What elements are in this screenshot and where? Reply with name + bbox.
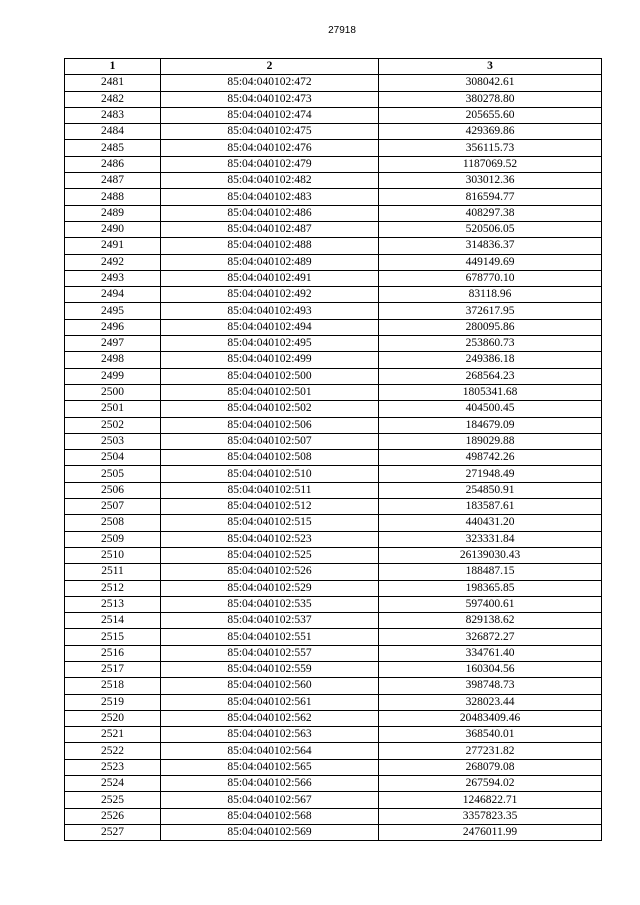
row-number-cell: 2507 — [65, 499, 161, 515]
table-row — [65, 466, 602, 482]
row-number-cell: 2506 — [65, 482, 161, 498]
value-cell: 314836.37 — [379, 238, 602, 254]
value-cell: 267594.02 — [379, 776, 602, 792]
row-number-cell: 2516 — [65, 645, 161, 661]
row-number-cell: 2491 — [65, 238, 161, 254]
value-cell: 829138.62 — [379, 613, 602, 629]
value-cell: 188487.15 — [379, 564, 602, 580]
cadastral-number-cell: 85:04:040102:506 — [161, 417, 379, 433]
cadastral-number-cell: 85:04:040102:492 — [161, 287, 379, 303]
row-number-cell: 2524 — [65, 776, 161, 792]
value-cell: 205655.60 — [379, 107, 602, 123]
table-row — [65, 824, 602, 840]
value-cell: 408297.38 — [379, 205, 602, 221]
value-cell: 326872.27 — [379, 629, 602, 645]
table-row — [65, 107, 602, 123]
cadastral-number-cell: 85:04:040102:483 — [161, 189, 379, 205]
cadastral-number-cell: 85:04:040102:568 — [161, 808, 379, 824]
column-header: 1 — [65, 59, 161, 75]
value-cell: 249386.18 — [379, 352, 602, 368]
table-row — [65, 140, 602, 156]
cadastral-number-cell: 85:04:040102:511 — [161, 482, 379, 498]
row-number-cell: 2490 — [65, 221, 161, 237]
table-row — [65, 254, 602, 270]
table-row — [65, 743, 602, 759]
row-number-cell: 2522 — [65, 743, 161, 759]
table-row — [65, 189, 602, 205]
table-row — [65, 499, 602, 515]
cadastral-number-cell: 85:04:040102:566 — [161, 776, 379, 792]
row-number-cell: 2481 — [65, 75, 161, 91]
table-row — [65, 238, 602, 254]
value-cell: 449149.69 — [379, 254, 602, 270]
table-row — [65, 482, 602, 498]
table-row — [65, 547, 602, 563]
row-number-cell: 2525 — [65, 792, 161, 808]
table-row — [65, 368, 602, 384]
page-number: 27918 — [328, 25, 356, 36]
table-body — [65, 75, 602, 841]
row-number-cell: 2526 — [65, 808, 161, 824]
row-number-cell: 2489 — [65, 205, 161, 221]
value-cell: 498742.26 — [379, 450, 602, 466]
table-row — [65, 303, 602, 319]
table-row — [65, 91, 602, 107]
table-row — [65, 710, 602, 726]
cadastral-number-cell: 85:04:040102:569 — [161, 824, 379, 840]
table-row — [65, 808, 602, 824]
row-number-cell: 2487 — [65, 173, 161, 189]
row-number-cell: 2503 — [65, 433, 161, 449]
row-number-cell: 2483 — [65, 107, 161, 123]
table-row — [65, 384, 602, 400]
cadastral-number-cell: 85:04:040102:486 — [161, 205, 379, 221]
table-row — [65, 221, 602, 237]
value-cell: 308042.61 — [379, 75, 602, 91]
table-row — [65, 433, 602, 449]
row-number-cell: 2502 — [65, 417, 161, 433]
value-cell: 372617.95 — [379, 303, 602, 319]
cadastral-number-cell: 85:04:040102:476 — [161, 140, 379, 156]
value-cell: 83118.96 — [379, 287, 602, 303]
value-cell: 404500.45 — [379, 401, 602, 417]
value-cell: 254850.91 — [379, 482, 602, 498]
value-cell: 268079.08 — [379, 759, 602, 775]
cadastral-number-cell: 85:04:040102:565 — [161, 759, 379, 775]
cadastral-number-cell: 85:04:040102:515 — [161, 515, 379, 531]
table-row — [65, 792, 602, 808]
table-row — [65, 531, 602, 547]
cadastral-number-cell: 85:04:040102:551 — [161, 629, 379, 645]
cadastral-number-cell: 85:04:040102:499 — [161, 352, 379, 368]
value-cell: 268564.23 — [379, 368, 602, 384]
cadastral-number-cell: 85:04:040102:475 — [161, 124, 379, 140]
data-table — [64, 58, 602, 841]
cadastral-number-cell: 85:04:040102:494 — [161, 319, 379, 335]
row-number-cell: 2488 — [65, 189, 161, 205]
table-row — [65, 776, 602, 792]
row-number-cell: 2496 — [65, 319, 161, 335]
cadastral-number-cell: 85:04:040102:564 — [161, 743, 379, 759]
table-row — [65, 287, 602, 303]
table-row — [65, 173, 602, 189]
cadastral-number-cell: 85:04:040102:500 — [161, 368, 379, 384]
row-number-cell: 2519 — [65, 694, 161, 710]
table-row — [65, 678, 602, 694]
row-number-cell: 2500 — [65, 384, 161, 400]
table-row — [65, 156, 602, 172]
cadastral-number-cell: 85:04:040102:510 — [161, 466, 379, 482]
table-row — [65, 75, 602, 91]
row-number-cell: 2523 — [65, 759, 161, 775]
value-cell: 334761.40 — [379, 645, 602, 661]
table-row — [65, 336, 602, 352]
row-number-cell: 2501 — [65, 401, 161, 417]
table-row — [65, 450, 602, 466]
value-cell: 26139030.43 — [379, 547, 602, 563]
row-number-cell: 2499 — [65, 368, 161, 384]
value-cell: 280095.86 — [379, 319, 602, 335]
row-number-cell: 2527 — [65, 824, 161, 840]
cadastral-number-cell: 85:04:040102:491 — [161, 270, 379, 286]
column-header: 3 — [379, 59, 602, 75]
value-cell: 253860.73 — [379, 336, 602, 352]
table-row — [65, 596, 602, 612]
cadastral-number-cell: 85:04:040102:487 — [161, 221, 379, 237]
table-row — [65, 417, 602, 433]
value-cell: 328023.44 — [379, 694, 602, 710]
cadastral-number-cell: 85:04:040102:563 — [161, 727, 379, 743]
value-cell: 380278.80 — [379, 91, 602, 107]
row-number-cell: 2510 — [65, 547, 161, 563]
table-header-row — [65, 59, 602, 75]
cadastral-number-cell: 85:04:040102:488 — [161, 238, 379, 254]
cadastral-number-cell: 85:04:040102:508 — [161, 450, 379, 466]
cadastral-number-cell: 85:04:040102:501 — [161, 384, 379, 400]
row-number-cell: 2511 — [65, 564, 161, 580]
cadastral-number-cell: 85:04:040102:537 — [161, 613, 379, 629]
cadastral-number-cell: 85:04:040102:567 — [161, 792, 379, 808]
row-number-cell: 2509 — [65, 531, 161, 547]
table-row — [65, 613, 602, 629]
row-number-cell: 2505 — [65, 466, 161, 482]
row-number-cell: 2482 — [65, 91, 161, 107]
value-cell: 198365.85 — [379, 580, 602, 596]
value-cell: 356115.73 — [379, 140, 602, 156]
value-cell: 1187069.52 — [379, 156, 602, 172]
row-number-cell: 2512 — [65, 580, 161, 596]
cadastral-number-cell: 85:04:040102:535 — [161, 596, 379, 612]
value-cell: 189029.88 — [379, 433, 602, 449]
cadastral-number-cell: 85:04:040102:512 — [161, 499, 379, 515]
row-number-cell: 2486 — [65, 156, 161, 172]
value-cell: 398748.73 — [379, 678, 602, 694]
table-row — [65, 759, 602, 775]
cadastral-number-cell: 85:04:040102:529 — [161, 580, 379, 596]
table-row — [65, 580, 602, 596]
table-row — [65, 661, 602, 677]
row-number-cell: 2497 — [65, 336, 161, 352]
value-cell: 2476011.99 — [379, 824, 602, 840]
cadastral-number-cell: 85:04:040102:474 — [161, 107, 379, 123]
value-cell: 184679.09 — [379, 417, 602, 433]
row-number-cell: 2513 — [65, 596, 161, 612]
table-row — [65, 645, 602, 661]
value-cell: 3357823.35 — [379, 808, 602, 824]
row-number-cell: 2484 — [65, 124, 161, 140]
value-cell: 303012.36 — [379, 173, 602, 189]
cadastral-number-cell: 85:04:040102:479 — [161, 156, 379, 172]
value-cell: 1805341.68 — [379, 384, 602, 400]
cadastral-number-cell: 85:04:040102:489 — [161, 254, 379, 270]
table-row — [65, 564, 602, 580]
value-cell: 277231.82 — [379, 743, 602, 759]
value-cell: 271948.49 — [379, 466, 602, 482]
cadastral-number-cell: 85:04:040102:525 — [161, 547, 379, 563]
value-cell: 1246822.71 — [379, 792, 602, 808]
table-row — [65, 124, 602, 140]
cadastral-number-cell: 85:04:040102:523 — [161, 531, 379, 547]
table-row — [65, 515, 602, 531]
value-cell: 183587.61 — [379, 499, 602, 515]
row-number-cell: 2521 — [65, 727, 161, 743]
value-cell: 368540.01 — [379, 727, 602, 743]
table-row — [65, 205, 602, 221]
row-number-cell: 2504 — [65, 450, 161, 466]
cadastral-number-cell: 85:04:040102:562 — [161, 710, 379, 726]
table-row — [65, 319, 602, 335]
row-number-cell: 2515 — [65, 629, 161, 645]
row-number-cell: 2508 — [65, 515, 161, 531]
row-number-cell: 2518 — [65, 678, 161, 694]
table-row — [65, 401, 602, 417]
value-cell: 597400.61 — [379, 596, 602, 612]
cadastral-number-cell: 85:04:040102:493 — [161, 303, 379, 319]
row-number-cell: 2493 — [65, 270, 161, 286]
value-cell: 440431.20 — [379, 515, 602, 531]
cadastral-number-cell: 85:04:040102:507 — [161, 433, 379, 449]
cadastral-number-cell: 85:04:040102:495 — [161, 336, 379, 352]
row-number-cell: 2514 — [65, 613, 161, 629]
value-cell: 520506.05 — [379, 221, 602, 237]
column-header: 2 — [161, 59, 379, 75]
cadastral-number-cell: 85:04:040102:560 — [161, 678, 379, 694]
cadastral-number-cell: 85:04:040102:557 — [161, 645, 379, 661]
cadastral-number-cell: 85:04:040102:473 — [161, 91, 379, 107]
row-number-cell: 2494 — [65, 287, 161, 303]
value-cell: 816594.77 — [379, 189, 602, 205]
row-number-cell: 2517 — [65, 661, 161, 677]
cadastral-number-cell: 85:04:040102:472 — [161, 75, 379, 91]
row-number-cell: 2485 — [65, 140, 161, 156]
row-number-cell: 2495 — [65, 303, 161, 319]
table-row — [65, 270, 602, 286]
value-cell: 429369.86 — [379, 124, 602, 140]
table-row — [65, 694, 602, 710]
value-cell: 323331.84 — [379, 531, 602, 547]
row-number-cell: 2492 — [65, 254, 161, 270]
value-cell: 160304.56 — [379, 661, 602, 677]
cadastral-number-cell: 85:04:040102:561 — [161, 694, 379, 710]
table-row — [65, 629, 602, 645]
row-number-cell: 2520 — [65, 710, 161, 726]
cadastral-number-cell: 85:04:040102:526 — [161, 564, 379, 580]
cadastral-number-cell: 85:04:040102:559 — [161, 661, 379, 677]
value-cell: 20483409.46 — [379, 710, 602, 726]
table-row — [65, 727, 602, 743]
cadastral-number-cell: 85:04:040102:502 — [161, 401, 379, 417]
value-cell: 678770.10 — [379, 270, 602, 286]
cadastral-number-cell: 85:04:040102:482 — [161, 173, 379, 189]
row-number-cell: 2498 — [65, 352, 161, 368]
table-row — [65, 352, 602, 368]
